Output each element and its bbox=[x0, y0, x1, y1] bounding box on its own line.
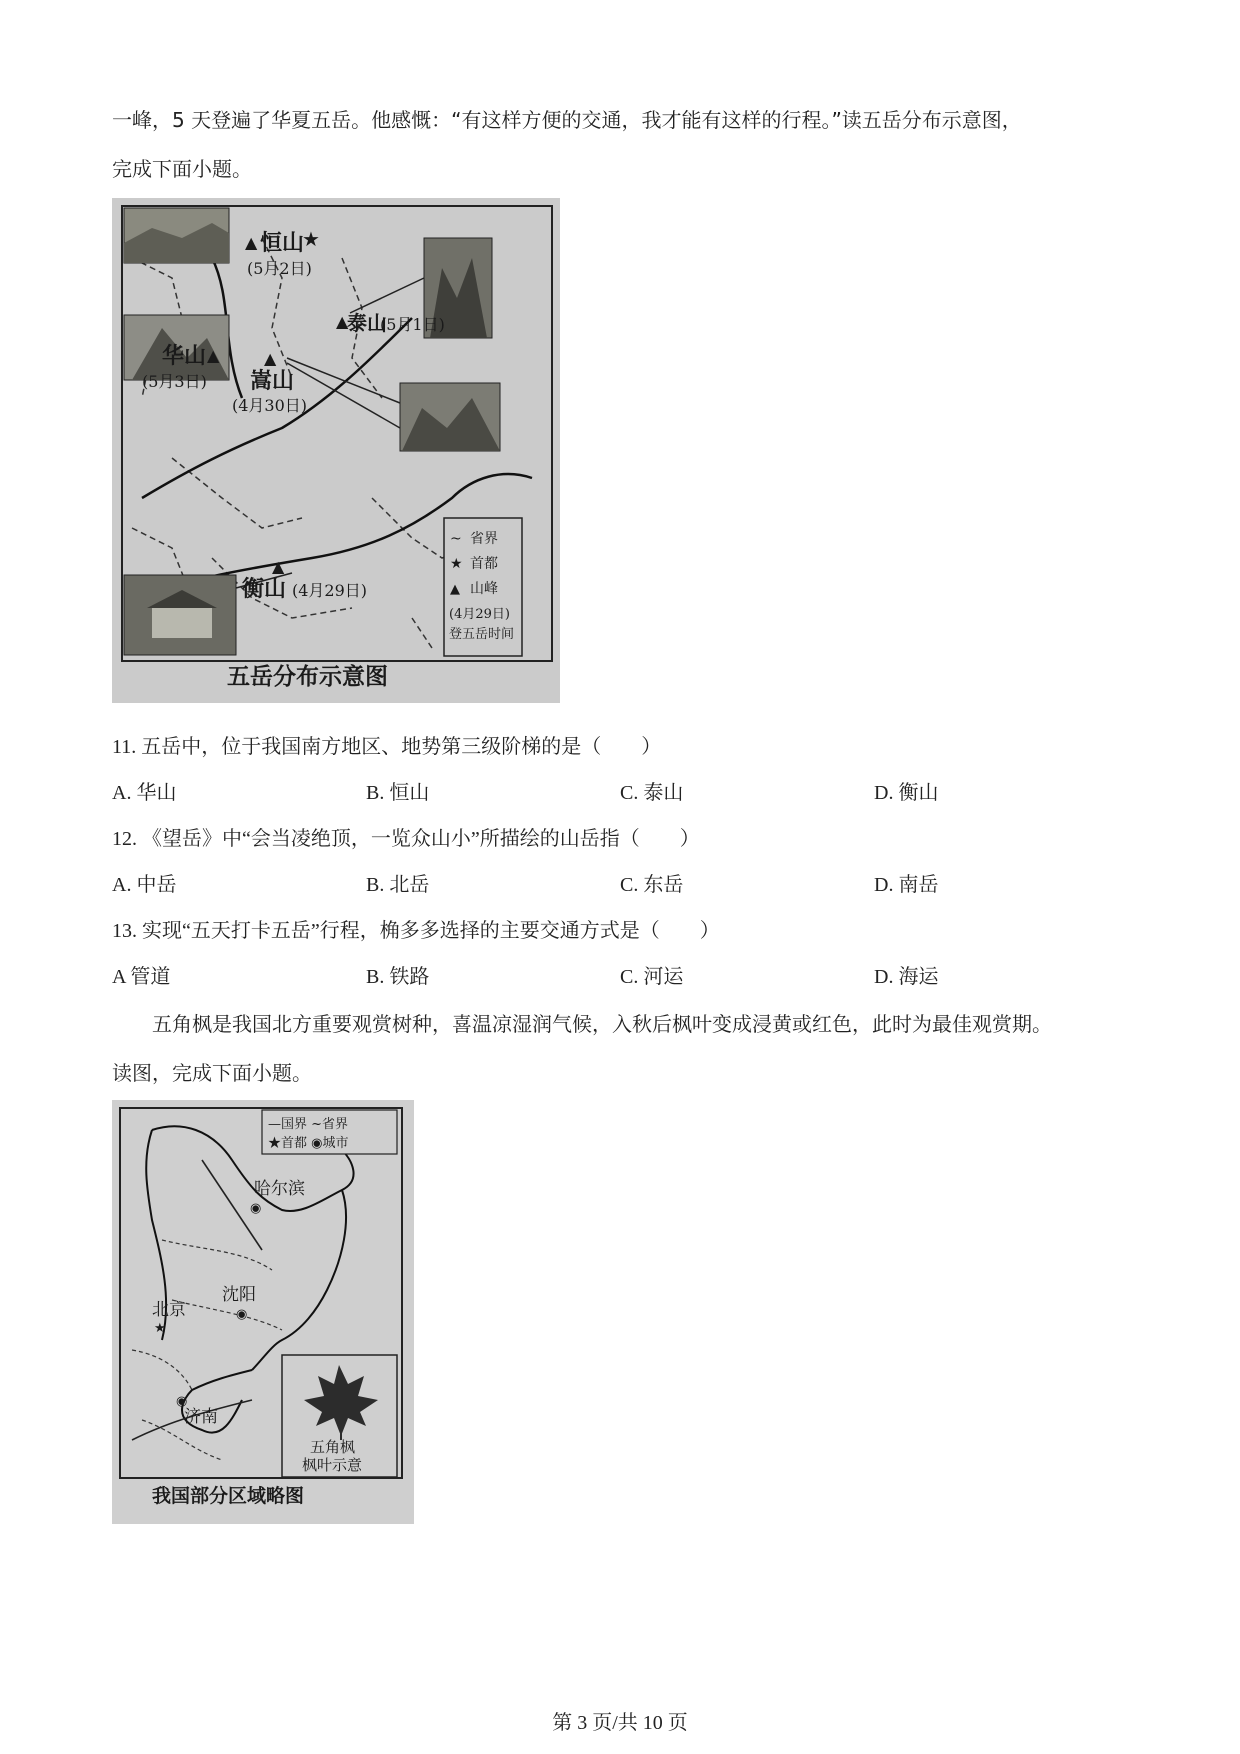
peak-marker-icon: ▲ bbox=[264, 349, 277, 368]
page-footer: 第 3 页/共 10 页 bbox=[552, 1712, 688, 1734]
city-marker-icon: ◉ bbox=[236, 1307, 248, 1322]
city-jinan: 济南 bbox=[184, 1407, 218, 1427]
city-marker-icon: ◉ bbox=[250, 1201, 262, 1216]
peak-marker-icon: ▲ bbox=[245, 233, 258, 252]
five-mountains-map bbox=[112, 198, 560, 703]
option-c[interactable]: C. 河运 bbox=[620, 966, 684, 988]
capital-star-icon: ★ bbox=[302, 227, 320, 251]
peak-name-hengshan-north: 恒山 bbox=[260, 230, 305, 256]
maple-leaf-inset bbox=[282, 1355, 397, 1477]
option-d[interactable]: D. 海运 bbox=[874, 966, 939, 988]
legend-star-icon: ★ bbox=[450, 556, 463, 572]
question-11: 11. 五岳中，位于我国南方地区、地势第三级阶梯的是（ ） bbox=[112, 736, 662, 758]
legend-date-sample: (4月29日) bbox=[449, 607, 510, 622]
city-beijing: 北京 bbox=[152, 1300, 186, 1320]
intro-line-1: 一峰，5 天登遍了华夏五岳。他感慨：“有这样方便的交通，我才能有这样的行程。”读五岳分布示意图， bbox=[112, 108, 1022, 132]
peak-date-hengshan-south: (4月29日) bbox=[292, 581, 368, 600]
inset-label-2: 枫叶示意 bbox=[302, 1456, 363, 1474]
option-d[interactable]: D. 衡山 bbox=[874, 782, 939, 804]
city-shenyang: 沈阳 bbox=[222, 1285, 256, 1305]
peak-marker-icon: ▲ bbox=[272, 557, 285, 576]
peak-marker-icon: ▲ bbox=[207, 346, 220, 365]
question-13: 13. 实现“五天打卡五岳”行程，桷多多选择的主要交通方式是（ ） bbox=[112, 920, 720, 942]
legend-boundary-label: 省界 bbox=[470, 531, 498, 547]
peak-name-taishan: 泰山 bbox=[347, 311, 387, 335]
maple-line-1: 五角枫是我国北方重要观赏树种，喜温凉湿润气候，入秋后枫叶变成浸黄或红色，此时为最佳观赏期。 bbox=[152, 1012, 1052, 1036]
legend-city-label: ★首都 ◉城市 bbox=[268, 1136, 349, 1151]
legend-border-label: —国界 ~省界 bbox=[268, 1117, 349, 1132]
peak-date-taishan: (5月1日) bbox=[380, 315, 445, 334]
peak-name-songshan: 嵩山 bbox=[250, 368, 295, 394]
intro-line-2: 完成下面小题。 bbox=[112, 157, 252, 181]
peak-name-huashan: 华山 bbox=[162, 343, 207, 369]
map2-legend bbox=[262, 1110, 397, 1154]
map2-title: 我国部分区域略图 bbox=[152, 1485, 305, 1507]
option-c[interactable]: C. 泰山 bbox=[620, 782, 684, 804]
option-b[interactable]: B. 铁路 bbox=[366, 966, 430, 988]
inset-label-1: 五角枫 bbox=[310, 1438, 356, 1456]
question-12-options bbox=[112, 871, 1112, 899]
peak-date-huashan: (5月3日) bbox=[142, 372, 207, 391]
peak-date-songshan: (4月30日) bbox=[232, 396, 308, 415]
peak-name-hengshan-south: 衡山 bbox=[242, 576, 287, 602]
option-b[interactable]: B. 北岳 bbox=[366, 874, 430, 896]
capital-star-icon: ★ bbox=[154, 1321, 166, 1336]
option-a[interactable]: A. 华山 bbox=[112, 782, 177, 804]
svg-text:~: ~ bbox=[450, 531, 462, 547]
option-a[interactable]: A 管道 bbox=[112, 966, 171, 988]
legend-peak-icon: ▲ bbox=[450, 582, 460, 597]
option-d[interactable]: D. 南岳 bbox=[874, 874, 939, 896]
question-13-options bbox=[112, 963, 1112, 991]
legend-peak-label: 山峰 bbox=[470, 581, 498, 597]
question-12: 12. 《望岳》中“会当凌绝顶，一览众山小”所描绘的山岳指（ ） bbox=[112, 828, 700, 850]
option-a[interactable]: A. 中岳 bbox=[112, 874, 177, 896]
option-c[interactable]: C. 东岳 bbox=[620, 874, 684, 896]
peak-date-hengshan-north: (5月2日) bbox=[247, 259, 312, 278]
maple-line-2: 读图，完成下面小题。 bbox=[112, 1061, 312, 1085]
map1-legend bbox=[444, 518, 522, 656]
city-harbin: 哈尔滨 bbox=[254, 1179, 305, 1199]
legend-capital-label: 首都 bbox=[470, 556, 498, 572]
region-map bbox=[112, 1100, 414, 1524]
map1-title: 五岳分布示意图 bbox=[227, 663, 388, 690]
question-11-options bbox=[112, 779, 1112, 807]
option-b[interactable]: B. 恒山 bbox=[366, 782, 430, 804]
peak-marker-icon: ▲ bbox=[336, 312, 349, 331]
legend-date-label: 登五岳时间 bbox=[449, 627, 515, 642]
city-marker-icon: ◉ bbox=[176, 1394, 188, 1409]
